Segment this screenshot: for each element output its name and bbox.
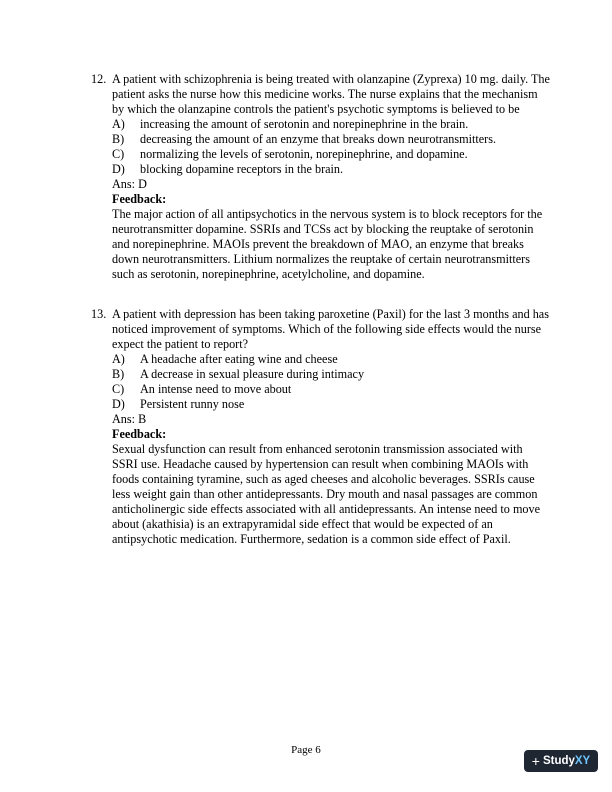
plus-icon: +: [531, 753, 540, 769]
feedback-text: The major action of all antipsychotics in the nervous system is to block receptors for the neurotransmitter dopamine. SSRIs and TCSs act by blocking the reuptake of serotonin and norepinephrine. MAOIs prevent the breakdown of MAO, an enzyme that breaks down neurotransmitters. Lithium normalizes the reuptake of certain neurotransmitters such as serotonin, norepinephrine, acetylcholine, and dopamine.: [112, 207, 543, 281]
answer-line: Ans: B: [112, 412, 147, 426]
question-13: [91, 307, 551, 547]
question-number: 12.: [91, 72, 107, 86]
option-letter: C): [112, 382, 125, 396]
option-b: [112, 367, 551, 382]
feedback-heading: Feedback:: [112, 427, 167, 441]
option-d: [112, 162, 551, 177]
option-c: [112, 147, 551, 162]
option-text: normalizing the levels of serotonin, norepinephrine, and dopamine.: [140, 147, 468, 161]
option-letter: D): [112, 397, 125, 411]
question-stem: A patient with depression has been taking paroxetine (Paxil) for the last 3 months and has noticed improvement of symptoms. Which of the following side effects would the nurse expect the patient to report?: [112, 307, 549, 351]
option-d: [112, 397, 551, 412]
badge-label-main: Study: [542, 754, 575, 767]
option-text: A headache after eating wine and cheese: [140, 352, 338, 366]
option-letter: C): [112, 147, 125, 161]
option-letter: A): [112, 117, 125, 131]
answer-line: Ans: D: [112, 177, 147, 191]
question-stem: A patient with schizophrenia is being treated with olanzapine (Zyprexa) 10 mg. daily. The patient asks the nurse how this medicine works. The nurse explains that the mechanism by which the olanzapine controls the patient's psychotic symptoms is believed to be: [112, 72, 550, 116]
badge-label: [543, 754, 590, 769]
option-b: [112, 132, 551, 147]
option-text: decreasing the amount of an enzyme that breaks down neurotransmitters.: [140, 132, 497, 146]
option-c: [112, 382, 551, 397]
feedback-text: Sexual dysfunction can result from enhanced serotonin transmission associated with SSRI use. Headache caused by hypertension can result when combining MAOIs with foods containing tyramine, such as aged cheeses and alcoholic beverages. SSRIs cause less weight gain than other antidepressants. Dry mouth and nasal passages are common anticholinergic side effects associated with all antidepressants. An intense need to move about (akathisia) is an extrapyramidal side effect that would be expected of an antipsychotic medication. Furthermore, sedation is a common side effect of Paxil.: [112, 442, 541, 546]
option-text: blocking dopamine receptors in the brain.: [140, 162, 344, 176]
question-body: [112, 72, 551, 282]
option-a: [112, 352, 551, 367]
option-text: increasing the amount of serotonin and norepinephrine in the brain.: [140, 117, 469, 131]
option-text: A decrease in sexual pleasure during intimacy: [140, 367, 365, 381]
page-footer: [0, 744, 612, 756]
page-number: Page 6: [291, 744, 321, 756]
option-letter: A): [112, 352, 125, 366]
option-a: [112, 117, 551, 132]
studyxy-badge[interactable]: [524, 750, 598, 772]
feedback-heading: Feedback:: [112, 192, 167, 206]
question-body: [112, 307, 551, 547]
badge-label-accent: XY: [574, 754, 591, 767]
option-text: An intense need to move about: [140, 382, 292, 396]
question-number: 13.: [91, 307, 107, 321]
option-letter: B): [112, 367, 125, 381]
question-12: [91, 72, 551, 282]
option-letter: B): [112, 132, 125, 146]
option-text: Persistent runny nose: [140, 397, 245, 411]
option-letter: D): [112, 162, 125, 176]
